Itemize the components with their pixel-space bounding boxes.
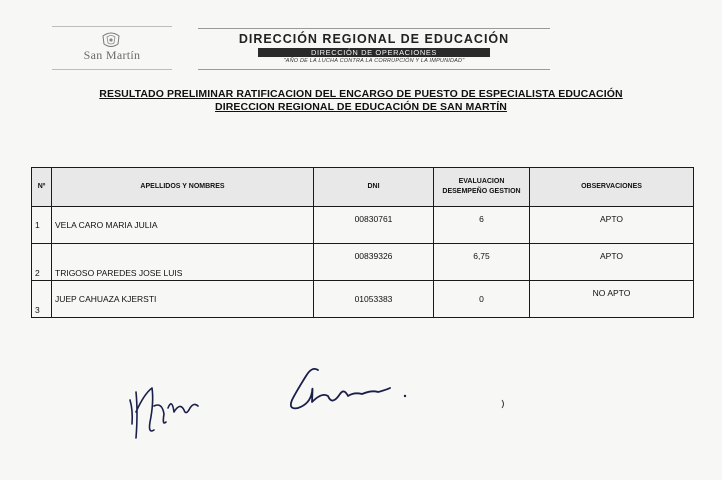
row-observation: APTO (530, 207, 694, 244)
signature-left (124, 372, 214, 442)
document-subtitle: DIRECCION REGIONAL DE EDUCACIÓN DE SAN MARTÍN (215, 101, 507, 113)
institution-name: DIRECCIÓN REGIONAL DE EDUCACIÓN (238, 32, 510, 46)
department-name: DIRECCIÓN DE OPERACIONES (258, 48, 490, 57)
results-table (31, 167, 694, 318)
regional-logo (52, 26, 172, 70)
row-score: 0 (434, 281, 530, 318)
row-dni: 00830761 (314, 207, 434, 244)
table-row (32, 244, 694, 281)
table-header-row (32, 168, 694, 207)
row-num: 3 (32, 281, 52, 318)
row-name: TRIGOSO PAREDES JOSE LUIS (52, 244, 314, 281)
header-observations: OBSERVACIONES (530, 168, 694, 207)
row-num: 1 (32, 207, 52, 244)
table-row (32, 281, 694, 318)
row-score: 6 (434, 207, 530, 244)
year-motto: "AÑO DE LA LUCHA CONTRA LA CORRUPCIÓN Y LA IMPUNIDAD" (283, 58, 465, 64)
header-dni: DNI (314, 168, 434, 207)
row-name: JUEP CAHUAZA KJERSTI (52, 281, 314, 318)
logo-text: San Martín (83, 48, 141, 62)
institution-header (198, 28, 550, 70)
document-title: RESULTADO PRELIMINAR RATIFICACION DEL ENCARGO DE PUESTO DE ESPECIALISTA EDUCACIÓN (99, 88, 623, 100)
header-eval-line2: DESEMPEÑO GESTION (442, 188, 521, 195)
header-num: Nº (32, 168, 52, 207)
pen-mark (498, 398, 508, 410)
header-eval-line1: EVALUACION (458, 178, 505, 185)
row-observation: NO APTO (530, 281, 694, 318)
table-row (32, 207, 694, 244)
signature-right (282, 362, 414, 417)
row-score: 6,75 (434, 244, 530, 281)
row-observation: APTO (530, 244, 694, 281)
row-num: 2 (32, 244, 52, 281)
row-dni: 01053383 (314, 281, 434, 318)
header-name: APELLIDOS Y NOMBRES (52, 168, 314, 207)
header-evaluation (434, 168, 530, 207)
row-name: VELA CARO MARIA JULIA (52, 207, 314, 244)
row-dni: 00839326 (314, 244, 434, 281)
crest-icon (100, 31, 122, 49)
